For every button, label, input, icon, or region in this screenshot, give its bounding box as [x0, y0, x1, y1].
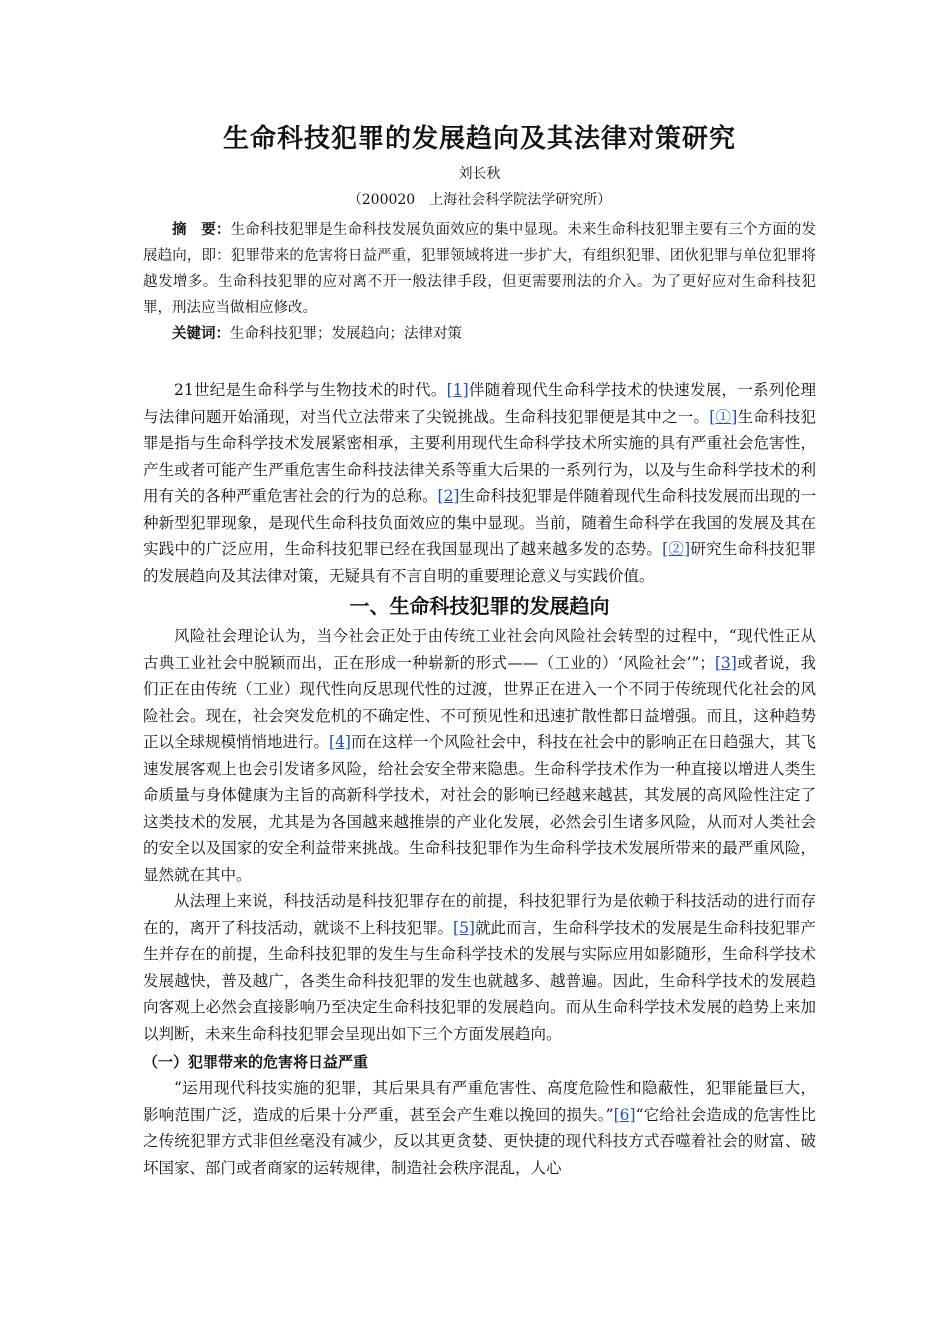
s1p1-text-1: 风险社会理论认为，当今社会正处于由传统工业社会向风险社会转型的过程中，“现代性正从古典工业社会中脱颖而出，正在形成一种崭新的形式——（工业的）‘风险社会’”；: [143, 627, 816, 672]
paper-title: 生命科技犯罪的发展趋向及其法律对策研究: [222, 124, 736, 154]
sub1-text-1: “运用现代科技实施的犯罪，其后果具有严重危害性、高度危险性和隐蔽性，犯罪能量巨大，影响范围广泛，造成的后果十分严重，甚至会产生难以挽回的损失。”: [143, 1079, 816, 1124]
intro-text-4: 生命科技犯罪是伴随着现代生命科技发展而出现的一种新型犯罪现象，是现代生命科技负面效应的集中显现。当前，随着生命科学在我国的发展及其在实践中的广泛应用，生命科技犯罪已经在我国显现出了越来越多发的态势。: [143, 487, 816, 558]
sub1-text-2: “它给社会造成的危害性比之传统犯罪方式非但丝毫没有减少，反以其更贪婪、更快捷的现代科技方式吞噬着社会的财富、破坏国家、部门或者商家的运转规律，制造社会秩序混乱，人心: [143, 1105, 816, 1177]
keywords-label: 关键词：: [172, 325, 230, 342]
intro-paragraph: [143, 377, 816, 589]
footnote-link-circle-1[interactable]: [①]: [709, 407, 738, 426]
intro-text-1: 21世纪是生命科学与生物技术的时代。: [174, 381, 447, 399]
author-affiliation: （200020 上海社会科学院法学研究所）: [347, 192, 612, 208]
footnote-link-circle-2[interactable]: [②]: [662, 540, 691, 558]
keywords: [143, 321, 816, 347]
abstract-text: 生命科技犯罪是生命科技发展负面效应的集中显现。未来生命科技犯罪主要有三个方面的发展趋向，即：犯罪带来的危害将日益严重，犯罪领域将进一步扩大，有组织犯罪、团伙犯罪与单位犯罪将越发增多。生命科技犯罪的应对离不开一般法律手段，但更需要刑法的介入。为了更好应对生命科技犯罪，刑法应当做相应修改。: [143, 222, 817, 316]
keywords-text: 生命科技犯罪；发展趋向；法律对策: [230, 326, 462, 342]
intro-text-3: 生命科技犯罪是指与生命科学技术发展紧密相承，主要利用现代生命科学技术所实施的具有严重社会危害性，产生或者可能产生严重危害生命科技法律关系等重大后果的一系列行为，以及与生命科学技术的利用有关的各种严重危害社会的行为的总称。: [143, 407, 816, 505]
s1p2-text-1: 从法理上来说，科技活动是科技犯罪存在的前提，科技犯罪行为是依赖于科技活动的进行而存在的，离开了科技活动，就谈不上科技犯罪。: [143, 892, 816, 937]
intro-text-5: 研究生命科技犯罪的发展趋向及其法律对策，无疑具有不言自明的重要理论意义与实践价值。: [143, 540, 816, 585]
section1-paragraph-1: [143, 623, 816, 888]
s1p2-text-2: 就此而言，生命科学技术的发展是生命科技犯罪产生并存在的前提，生命科技犯罪的发生与生命科学技术的发展与实际应用如影随形，生命科学技术发展越快，普及越广，各类生命科技犯罪的发生也就越多、越普遍。因此，生命科学技术的发展趋向客观上必然会直接影响乃至决定生命科技犯罪的发展趋向。而从生命科学技术发展的趋势上来加以判断，未来生命科技犯罪会呈现出如下三个方面发展趋向。: [143, 918, 816, 1043]
intro-text-2: 伴随着现代生命科学技术的快速发展，一系列伦理与法律问题开始涌现，对当代立法带来了尖锐挑战。生命科技犯罪便是其中之一。: [143, 381, 816, 426]
footnote-link-5[interactable]: [5]: [453, 918, 475, 937]
subsection-heading-1: （一）犯罪带来的危害将日益严重: [143, 1053, 369, 1071]
section-heading-1: 一、生命科技犯罪的发展趋向: [349, 594, 610, 618]
footnote-link-1[interactable]: [1]: [446, 381, 469, 399]
footnote-link-4[interactable]: [4]: [329, 733, 351, 751]
footnote-link-3[interactable]: [3]: [714, 653, 737, 672]
subsection1-paragraph: [143, 1075, 816, 1181]
abstract-label: 摘 要：: [172, 221, 231, 238]
s1p1-text-2: 或者说，我们正在由传统（工业）现代性向反思现代性的过渡，世界正在进入一个不同于传统现代化社会的风险社会。现在，社会突发危机的不确定性、不可预见性和迅速扩散性都日益增强。而且，这种趋势正以全球规模悄悄地进行。: [143, 653, 816, 751]
abstract: [143, 217, 816, 321]
footnote-link-2[interactable]: [2]: [437, 487, 460, 505]
section1-paragraph-2: [143, 888, 816, 1047]
author-name: 刘长秋: [458, 166, 501, 182]
footnote-link-6[interactable]: [6]: [613, 1105, 636, 1124]
s1p1-text-3: 而在这样一个风险社会中，科技在社会中的影响正在日趋强大，其飞速发展客观上也会引发诸多风险，给社会安全带来隐患。生命科学技术作为一种直接以增进人类生命质量与身体健康为主旨的高新科学技术，对社会的影响已经越来越甚，其发展的高风险性注定了这类技术的发展，尤其是为各国越来越推崇的产业化发展，必然会引生诸多风险，从而对人类社会的安全以及国家的安全利益带来挑战。生命科技犯罪作为生命科学技术发展所带来的最严重风险，显然就在其中。: [143, 733, 816, 884]
